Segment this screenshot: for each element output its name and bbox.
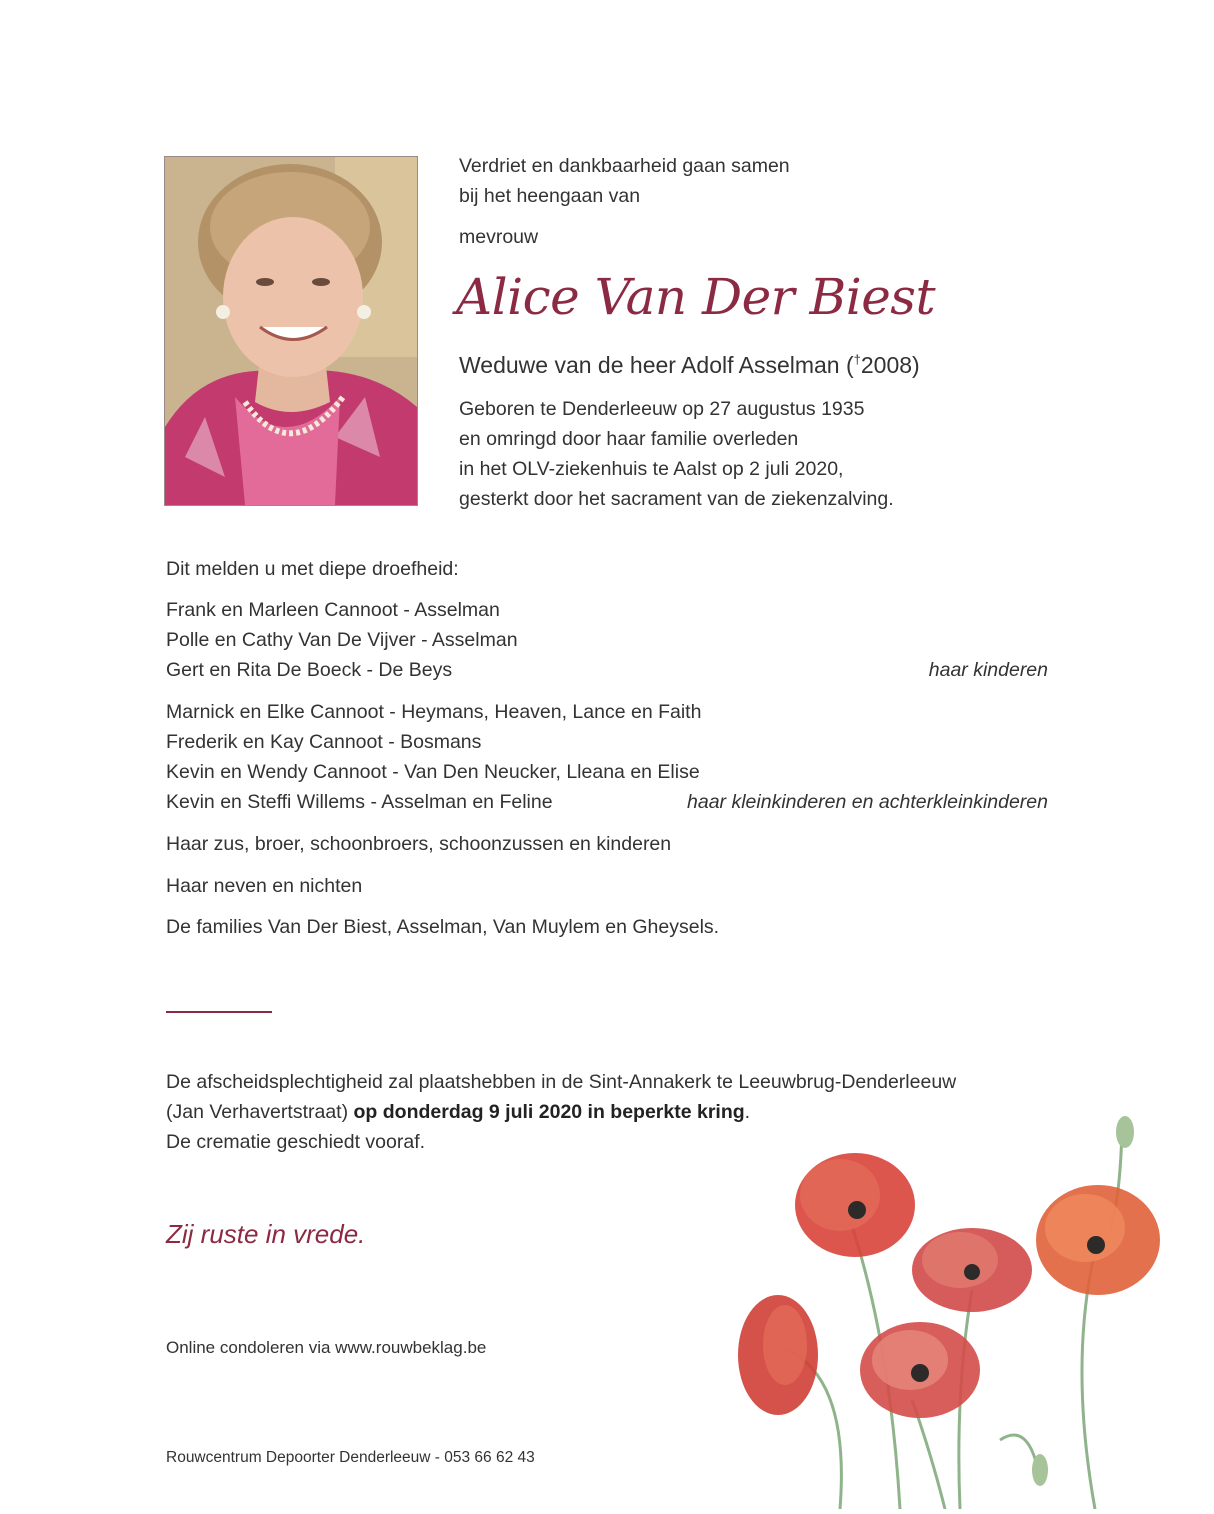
title-prefix: mevrouw xyxy=(459,226,539,248)
list-item xyxy=(166,787,1048,817)
list-item xyxy=(166,697,1048,727)
grandchild-name: Marnick en Elke Cannoot - Heymans, Heaven, Lance en Faith xyxy=(166,701,702,723)
child-name: Polle en Cathy Van De Vijver - Asselman xyxy=(166,629,518,651)
online-condolence: Online condoleren via www.rouwbeklag.be xyxy=(166,1338,487,1357)
relatives-line: Haar zus, broer, schoonbroers, schoonzussen en kinderen xyxy=(166,833,672,855)
child-name: Gert en Rita De Boeck - De Beys xyxy=(166,659,453,681)
widow-line xyxy=(459,344,920,381)
funeral-home-footer: Rouwcentrum Depoorter Denderleeuw - 053 66 62 43 xyxy=(166,1449,535,1466)
born-line: en omringd door haar familie overleden xyxy=(459,428,799,450)
list-item xyxy=(166,655,1048,685)
born-line: in het OLV-ziekenhuis te Aalst op 2 juli 2020, xyxy=(459,458,844,480)
relatives-line: Haar neven en nichten xyxy=(166,875,363,897)
grandchildren-role: haar kleinkinderen en achterkleinkinderen xyxy=(687,791,1048,813)
grandchild-name: Frederik en Kay Cannoot - Bosmans xyxy=(166,731,482,753)
born-line: gesterkt door het sacrament van de ziekenzalving. xyxy=(459,488,894,510)
rest-in-peace: Zij ruste in vrede. xyxy=(166,1219,366,1249)
widow-close: ) xyxy=(912,352,920,378)
widow-year: 2008 xyxy=(860,352,913,378)
born-line: Geboren te Denderleeuw op 27 augustus 1935 xyxy=(459,398,865,420)
divider xyxy=(166,1011,272,1013)
list-item xyxy=(166,625,1048,655)
child-name: Frank en Marleen Cannoot - Asselman xyxy=(166,599,500,621)
intro-line: bij het heengaan van xyxy=(459,185,641,207)
intro-text xyxy=(459,151,790,211)
intro-line: Verdriet en dankbaarheid gaan samen xyxy=(459,155,790,177)
dagger-symbol: † xyxy=(853,352,861,367)
deceased-name: Alice Van Der Biest xyxy=(456,268,936,326)
children-group xyxy=(166,595,1048,685)
birth-death-text xyxy=(459,394,894,514)
grandchild-name: Kevin en Wendy Cannoot - Van Den Neucker, Lleana en Elise xyxy=(166,761,700,783)
ceremony-line: De crematie geschiedt vooraf. xyxy=(166,1131,426,1153)
announce-lead: Dit melden u met diepe droefheid: xyxy=(166,558,459,580)
ceremony-date: op donderdag 9 juli 2020 in beperkte kring xyxy=(353,1101,745,1123)
grandchild-name: Kevin en Steffi Willems - Asselman en Feline xyxy=(166,791,553,813)
portrait-photo xyxy=(164,156,418,506)
list-item xyxy=(166,757,1048,787)
poppy-illustration xyxy=(700,1110,1214,1509)
ceremony-period: . xyxy=(744,1101,751,1123)
list-item xyxy=(166,727,1048,757)
children-role: haar kinderen xyxy=(928,659,1048,681)
grandchildren-group xyxy=(166,697,1048,817)
ceremony-line: De afscheidsplechtigheid zal plaatshebben in de Sint-Annakerk te Leeuwbrug-Denderleeuw xyxy=(166,1071,957,1093)
ceremony-address: (Jan Verhavertstraat) xyxy=(166,1101,354,1123)
widow-text: Weduwe van de heer Adolf Asselman ( xyxy=(459,352,854,378)
list-item xyxy=(166,595,1048,625)
relatives-line: De families Van Der Biest, Asselman, Van Muylem en Gheysels. xyxy=(166,916,720,938)
